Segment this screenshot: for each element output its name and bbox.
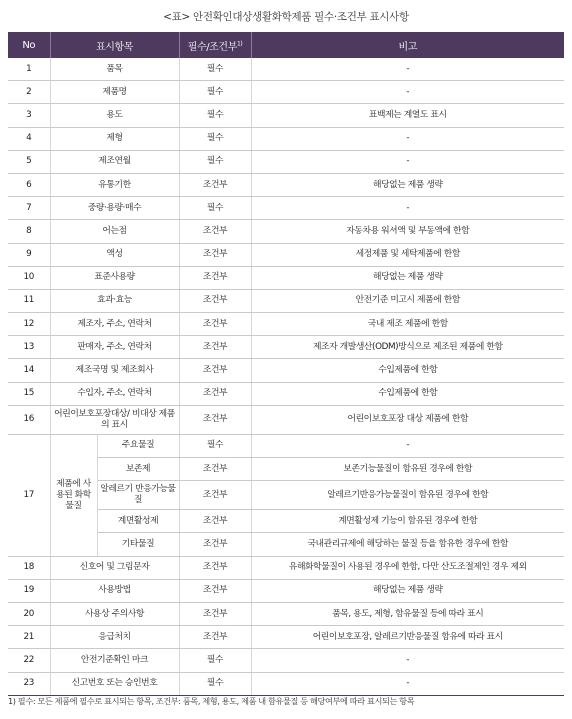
table-row — [8, 359, 564, 382]
row-requirement: 필수 — [179, 649, 251, 672]
table-row — [8, 649, 564, 672]
row-item: 유통기한 — [50, 173, 179, 196]
header-requirement: 필수/조건부$^{1)}$ — [179, 32, 251, 58]
row-note: 표백제는 계열도 표시 — [251, 104, 564, 127]
row-item: 신호어 및 그림문자 — [50, 556, 179, 579]
row-requirement: 필수 — [179, 150, 251, 173]
row-requirement: 조건부 — [179, 556, 251, 579]
row-note: 국내관리규제에 해당하는 물질 등을 함유한 경우에 한함 — [251, 533, 564, 556]
row-requirement: 필수 — [179, 81, 251, 104]
row-group: 제품에 사용된 화학물질 — [50, 434, 97, 556]
row-number: 7 — [8, 197, 50, 220]
row-number: 8 — [8, 220, 50, 243]
row-number: 23 — [8, 672, 50, 695]
table-row — [8, 405, 564, 434]
row-number: 16 — [8, 405, 50, 434]
table-row — [8, 220, 564, 243]
row-requirement: 필수 — [179, 58, 251, 81]
row-requirement: 필수 — [179, 197, 251, 220]
row-number: 14 — [8, 359, 50, 382]
row-item: 안전기준확인 마크 — [50, 649, 179, 672]
row-item: 사용방법 — [50, 579, 179, 602]
row-item: 판매자, 주소, 연락처 — [50, 336, 179, 359]
row-requirement: 조건부 — [179, 266, 251, 289]
row-item: 사용상 주의사항 — [50, 602, 179, 625]
row-number: 2 — [8, 81, 50, 104]
row-item: 어는점 — [50, 220, 179, 243]
row-requirement: 조건부 — [179, 405, 251, 434]
row-requirement: 조건부 — [179, 173, 251, 196]
header-note: 비고 — [251, 32, 564, 58]
row-number: 3 — [8, 104, 50, 127]
row-item: 제조국명 및 제조회사 — [50, 359, 179, 382]
row-number: 18 — [8, 556, 50, 579]
table-row — [8, 672, 564, 695]
table-row — [8, 626, 564, 649]
row-note: 수입제품에 한함 — [251, 382, 564, 405]
row-note: - — [251, 197, 564, 220]
row-requirement: 조건부 — [179, 289, 251, 312]
table-row — [8, 434, 564, 457]
row-number: 19 — [8, 579, 50, 602]
row-number: 20 — [8, 602, 50, 625]
row-item: 수입자, 주소, 연락처 — [50, 382, 179, 405]
table-row — [8, 197, 564, 220]
row-number: 9 — [8, 243, 50, 266]
row-item: 품목 — [50, 58, 179, 81]
row-requirement: 필수 — [179, 672, 251, 695]
row-number: 21 — [8, 626, 50, 649]
row-item: 표준사용량 — [50, 266, 179, 289]
row-item: 액성 — [50, 243, 179, 266]
row-requirement: 조건부 — [179, 533, 251, 556]
row-note: 해당없는 제품 생략 — [251, 266, 564, 289]
row-item: 신고번호 또는 승인번호 — [50, 672, 179, 695]
row-requirement: 필수 — [179, 127, 251, 150]
table-row — [8, 243, 564, 266]
row-note: - — [251, 672, 564, 695]
row-note: 해당없는 제품 생략 — [251, 173, 564, 196]
row-item: 응급처치 — [50, 626, 179, 649]
row-note: 국내 제조 제품에 한함 — [251, 313, 564, 336]
row-requirement: 조건부 — [179, 359, 251, 382]
table-row — [8, 602, 564, 625]
table-row — [8, 150, 564, 173]
row-number: 15 — [8, 382, 50, 405]
row-item: 용도 — [50, 104, 179, 127]
table-row — [8, 382, 564, 405]
row-note: - — [251, 81, 564, 104]
row-note: 계면활성제 기능이 함유된 경우에 한함 — [251, 510, 564, 533]
row-requirement: 조건부 — [179, 220, 251, 243]
table-row — [8, 266, 564, 289]
row-note: 해당없는 제품 생략 — [251, 579, 564, 602]
table-row — [8, 579, 564, 602]
row-note: 어린이보호포장, 알레르기반응물질 함유에 따라 표시 — [251, 626, 564, 649]
row-item: 효과·효능 — [50, 289, 179, 312]
row-number: 5 — [8, 150, 50, 173]
row-note: 알레르기반응가능물질이 함유된 경우에 한함 — [251, 481, 564, 510]
header-item: 표시항목 — [50, 32, 179, 58]
row-note: 보존기능물질이 함유된 경우에 한함 — [251, 458, 564, 481]
row-number: 6 — [8, 173, 50, 196]
row-requirement: 조건부 — [179, 579, 251, 602]
row-number: 11 — [8, 289, 50, 312]
row-requirement: 조건부 — [179, 243, 251, 266]
row-subitem: 주요물질 — [97, 434, 179, 457]
table-row — [8, 58, 564, 81]
row-requirement: 조건부 — [179, 382, 251, 405]
footnote: 1) 필수: 모든 제품에 필수로 표시되는 항목, 조건부: 품목, 제형, 용도, 제품 내 함유물질 등 해당여부에 따라 표시되는 항목 — [8, 696, 415, 706]
row-requirement: 조건부 — [179, 602, 251, 625]
row-number: 4 — [8, 127, 50, 150]
row-subitem: 알레르기 반응가능물질 — [97, 481, 179, 510]
row-note: - — [251, 434, 564, 457]
row-subitem: 계면활성제 — [97, 510, 179, 533]
row-number: 17 — [8, 434, 50, 556]
row-item: 제형 — [50, 127, 179, 150]
row-item: 제품명 — [50, 81, 179, 104]
row-note: 품목, 용도, 제형, 함유물질 등에 따라 표시 — [251, 602, 564, 625]
row-note: 자동차용 워셔액 및 부동액에 한함 — [251, 220, 564, 243]
row-requirement: 조건부 — [179, 336, 251, 359]
row-note: - — [251, 127, 564, 150]
row-requirement: 조건부 — [179, 626, 251, 649]
row-note: - — [251, 649, 564, 672]
row-subitem: 기타물질 — [97, 533, 179, 556]
row-item: 제조연월 — [50, 150, 179, 173]
table-row — [8, 104, 564, 127]
row-note: 수입제품에 한함 — [251, 359, 564, 382]
header-no: No — [8, 32, 50, 58]
row-requirement: 필수 — [179, 104, 251, 127]
table-header-row — [8, 32, 564, 58]
row-note: 안전기준 미고시 제품에 한함 — [251, 289, 564, 312]
footnote-marker: 1) — [236, 40, 243, 48]
row-requirement: 조건부 — [179, 458, 251, 481]
row-note: 유해화학물질이 사용된 경우에 한함, 다만 산도조절제인 경우 제외 — [251, 556, 564, 579]
row-note: - — [251, 58, 564, 81]
row-requirement: 조건부 — [179, 510, 251, 533]
row-requirement: 필수 — [179, 434, 251, 457]
row-number: 10 — [8, 266, 50, 289]
table-row — [8, 313, 564, 336]
row-requirement: 조건부 — [179, 481, 251, 510]
row-item: 중량·용량·매수 — [50, 197, 179, 220]
table-row — [8, 336, 564, 359]
row-number: 12 — [8, 313, 50, 336]
table-body — [8, 58, 564, 695]
table-row — [8, 289, 564, 312]
row-number: 13 — [8, 336, 50, 359]
row-requirement: 조건부 — [179, 313, 251, 336]
row-note: - — [251, 150, 564, 173]
row-note: 세정제품 및 세탁제품에 한함 — [251, 243, 564, 266]
table-row — [8, 556, 564, 579]
table-title: <표> 안전확인대상생활화학제품 필수·조건부 표시사항 — [163, 11, 409, 23]
row-note: 어린이보호포장 대상 제품에 한함 — [251, 405, 564, 434]
labeling-items-table — [8, 32, 564, 696]
table-row — [8, 81, 564, 104]
row-note: 제조자 개발생산(ODM)방식으로 제조된 제품에 한함 — [251, 336, 564, 359]
row-subitem: 보존제 — [97, 458, 179, 481]
table-row — [8, 173, 564, 196]
row-item: 어린이보호포장대상/ 비대상 제품의 표시 — [50, 405, 179, 434]
row-number: 22 — [8, 649, 50, 672]
table-row — [8, 127, 564, 150]
row-item: 제조자, 주소, 연락처 — [50, 313, 179, 336]
row-number: 1 — [8, 58, 50, 81]
